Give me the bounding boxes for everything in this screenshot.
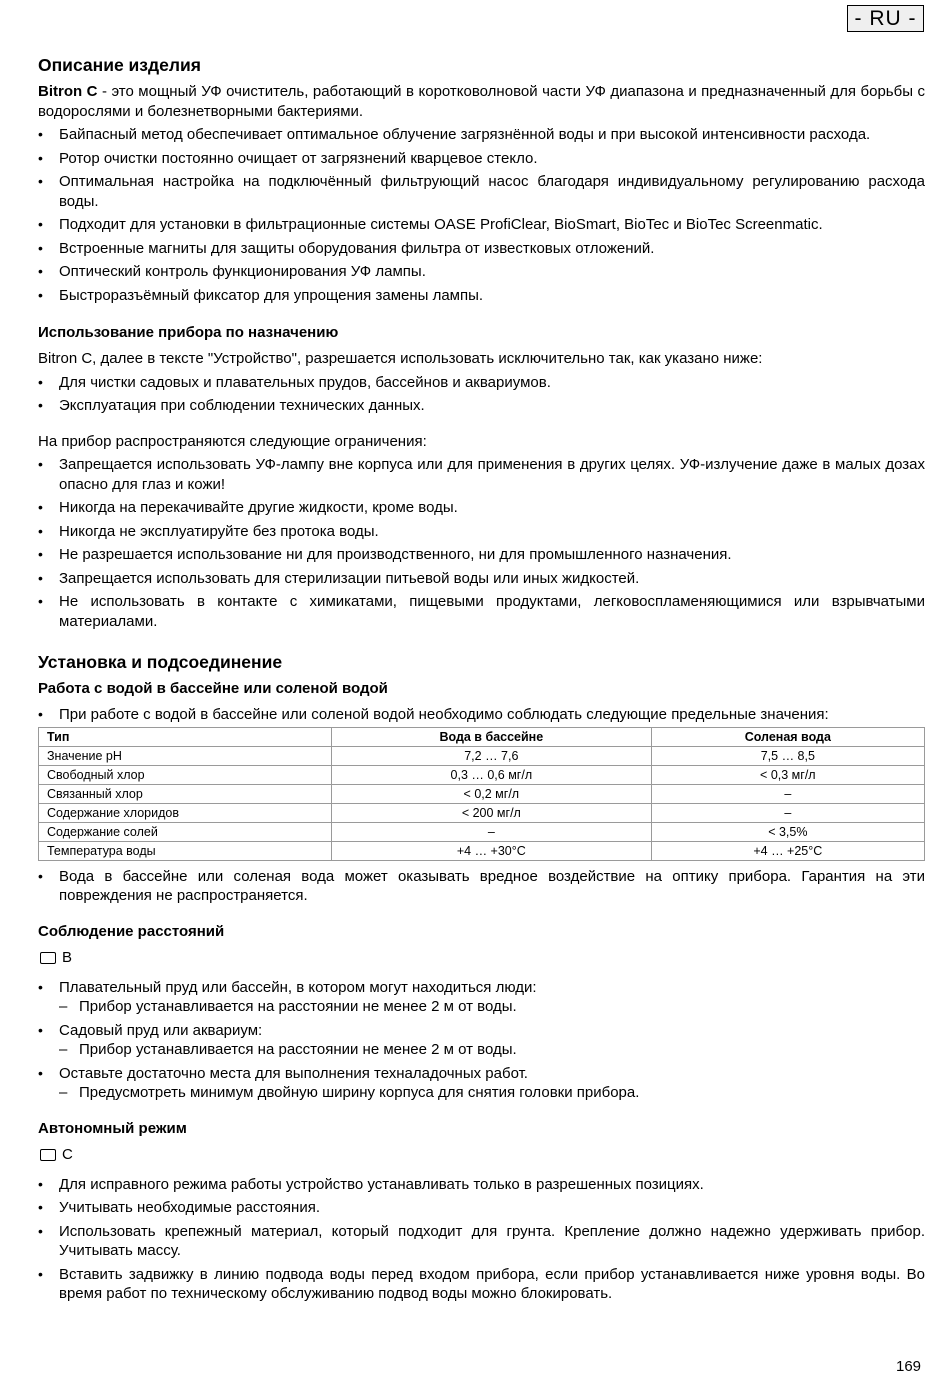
list-item: • Для исправного режима работы устройство устанавливать только в разрешенных позициях. — [38, 1175, 925, 1195]
subsection-title-pool-water: Работа с водой в бассейне или соленой водой — [38, 680, 388, 697]
list-item: • Подходит для установки в фильтрационные системы OASE ProfiClear, BioSmart, BioTec и BioTec Screenmatic. — [38, 215, 925, 235]
sub-item: – Прибор устанавливается на расстоянии не менее 2 м от воды. — [59, 997, 925, 1017]
restrictions-list — [38, 455, 925, 631]
table-cell: < 0,3 мг/л — [651, 765, 924, 784]
list-item: • Оптимальная настройка на подключённый фильтрующий насос благодаря индивидуальному регулированию расхода воды. — [38, 172, 925, 211]
table-row — [39, 803, 925, 822]
section-title-distances: Соблюдение расстояний — [38, 922, 225, 940]
pool-water-warning-list — [38, 867, 925, 906]
list-item: • Быстроразъёмный фиксатор для упрощения замены лампы. — [38, 286, 925, 306]
list-item — [38, 1021, 925, 1060]
section-title-intended-use: Использование прибора по назначению — [38, 324, 339, 341]
list-item: • Оптический контроль функционирования УФ лампы. — [38, 262, 925, 282]
table-cell: Свободный хлор — [39, 765, 332, 784]
list-item-text: Плавательный пруд или бассейн, в котором могут находиться люди: — [59, 978, 537, 996]
table-cell: – — [332, 822, 652, 841]
table-cell: Содержание солей — [39, 822, 332, 841]
intended-use-intro: Bitron C, далее в тексте "Устройство", разрешается использовать исключительно так, как указано ниже: — [38, 350, 763, 367]
table-row — [39, 822, 925, 841]
table-header-row — [39, 727, 925, 746]
table-cell: 7,5 … 8,5 — [651, 746, 924, 765]
list-item: • Байпасный метод обеспечивает оптимальное облучение загрязнённой воды и при высокой интенсивности расхода. — [38, 125, 925, 145]
table-cell: < 3,5% — [651, 822, 924, 841]
list-item: • Вода в бассейне или соленая вода может оказывать вредное воздействие на оптику прибора. Гарантия на эти повреждения не распространяется. — [38, 867, 925, 906]
table-row — [39, 765, 925, 784]
list-item — [38, 1064, 925, 1103]
table-cell: 0,3 … 0,6 мг/л — [332, 765, 652, 784]
distances-list — [38, 978, 925, 1103]
figure-label: C — [62, 1145, 73, 1163]
section-title-product-description: Описание изделия — [38, 55, 201, 75]
pool-water-list — [38, 705, 925, 725]
list-item: • Ротор очистки постоянно очищает от загрязнений кварцевое стекло. — [38, 149, 925, 169]
list-item: • Для чистки садовых и плавательных прудов, бассейнов и аквариумов. — [38, 373, 925, 393]
list-item: • Никогда на перекачивайте другие жидкости, кроме воды. — [38, 498, 925, 518]
restrictions-intro: На прибор распространяются следующие ограничения: — [38, 432, 427, 450]
list-item — [38, 978, 925, 1017]
table-row — [39, 746, 925, 765]
list-item: • При работе с водой в бассейне или соленой водой необходимо соблюдать следующие предельные значения: — [38, 705, 925, 725]
column-header-type: Тип — [39, 727, 332, 746]
table-cell: Значение pH — [39, 746, 332, 765]
product-name: Bitron C — [38, 83, 98, 100]
figure-icon — [40, 1149, 56, 1161]
table-cell: – — [651, 784, 924, 803]
list-item: • Использовать крепежный материал, который подходит для грунта. Крепление должно надежно удерживать прибор. Учитывать массу. — [38, 1222, 925, 1261]
water-limits-table — [38, 727, 925, 861]
page-content — [38, 54, 925, 1308]
language-badge: - RU - — [847, 5, 924, 32]
table-cell: < 0,2 мг/л — [332, 784, 652, 803]
section-title-standalone-mode: Автономный режим — [38, 1119, 187, 1137]
list-item: • Не использовать в контакте с химикатами, пищевыми продуктами, легковоспламеняющимися или взрывчатыми материалами. — [38, 592, 925, 631]
table-cell: Температура воды — [39, 841, 332, 860]
list-item: • Учитывать необходимые расстояния. — [38, 1198, 925, 1218]
table-cell: – — [651, 803, 924, 822]
product-intro — [38, 82, 925, 121]
sub-item: – Прибор устанавливается на расстоянии не менее 2 м от воды. — [59, 1040, 925, 1060]
sub-item: – Предусмотреть минимум двойную ширину корпуса для снятия головки прибора. — [59, 1083, 925, 1103]
list-item-text: Оставьте достаточно места для выполнения техналадочных работ. — [59, 1064, 528, 1082]
product-intro-text: - это мощный УФ очиститель, работающий в коротковолновой части УФ диапазона и предназначенный для борьбы с водорослями и болезнетворными бактериями. — [38, 83, 925, 120]
list-item: • Не разрешается использование ни для производственного, ни для промышленного назначения. — [38, 545, 925, 565]
table-row — [39, 841, 925, 860]
standalone-list — [38, 1175, 925, 1304]
table-cell: < 200 мг/л — [332, 803, 652, 822]
table-row — [39, 784, 925, 803]
intended-use-list — [38, 373, 925, 416]
page-number: 169 — [896, 1358, 922, 1375]
list-item: • Вставить задвижку в линию подвода воды перед входом прибора, если прибор устанавливается ниже уровня воды. Во время работ по техническому обслуживанию подвод воды можно блокировать. — [38, 1265, 925, 1304]
figure-label: B — [62, 948, 73, 966]
column-header-pool-water: Вода в бассейне — [332, 727, 652, 746]
column-header-salt-water: Соленая вода — [651, 727, 924, 746]
list-item: • Запрещается использовать УФ-лампу вне корпуса или для применения в других целях. УФ-излучение даже в малых дозах опасно для глаз и кожи! — [38, 455, 925, 494]
table-cell: +4 … +30°C — [332, 841, 652, 860]
list-item-text: Садовый пруд или аквариум: — [59, 1021, 263, 1039]
list-item: • Эксплуатация при соблюдении технических данных. — [38, 396, 925, 416]
figure-icon — [40, 952, 56, 964]
table-cell: Содержание хлоридов — [39, 803, 332, 822]
figure-reference-c — [38, 1145, 925, 1165]
list-item: • Запрещается использовать для стерилизации питьевой воды или иных жидкостей. — [38, 569, 925, 589]
list-item: • Никогда не эксплуатируйте без протока воды. — [38, 522, 925, 542]
list-item: • Встроенные магниты для защиты оборудования фильтра от известковых отложений. — [38, 239, 925, 259]
table-cell: Связанный хлор — [39, 784, 332, 803]
table-cell: +4 … +25°C — [651, 841, 924, 860]
feature-list — [38, 125, 925, 305]
table-cell: 7,2 … 7,6 — [332, 746, 652, 765]
section-title-installation: Установка и подсоединение — [38, 652, 283, 672]
figure-reference-b — [38, 948, 925, 968]
